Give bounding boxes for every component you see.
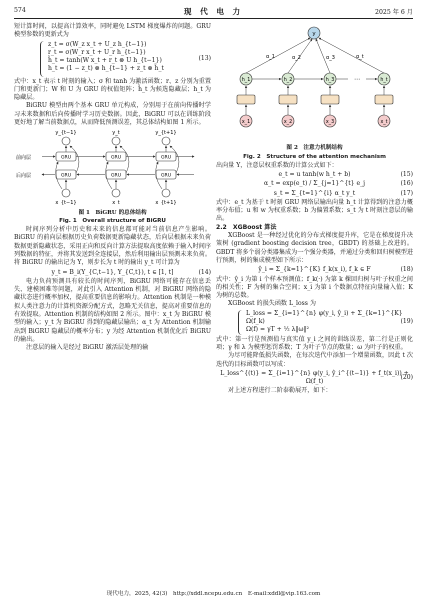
alpha-label: α_2 <box>292 55 301 61</box>
header-rule <box>14 18 413 19</box>
equation-number: (16) <box>400 180 413 188</box>
paragraph: 注意层的输入是经过 BiGRU 激活层处理的输 <box>26 344 149 352</box>
input-row <box>240 105 390 127</box>
output-label-prev: y_{t−1} <box>55 130 77 137</box>
equation-line: h̃_t = tanh(W x_t + r_t ⊗ U h_{t−1}) <box>48 57 162 65</box>
paragraph: 为尽可能降低损失函数，在每次迭代中添加一个增量函数，因此 t 次迭代的目标函数可以写成： <box>216 352 413 368</box>
gru-label: GRU <box>60 173 72 179</box>
paragraph: 对上述方程进行二阶泰勒展开，如下： <box>228 387 332 395</box>
equation-body: ŷ_i = Σ_{k=1}^{K} f_k(x_i), f_k ∈ F <box>258 266 371 274</box>
equation-19 <box>216 310 413 335</box>
equation-brace <box>40 41 47 77</box>
equation-number: (18) <box>400 266 413 274</box>
journal-title: 现 代 电 力 <box>183 7 244 16</box>
equation-13 <box>14 41 211 77</box>
figure-1-caption-cn: 图 1 BiGRU 的总体结构 <box>78 209 147 216</box>
paragraph: 短计算时间，以提高计算效率，同时避免 LSTM 梯度爆炸的问题。GRU 模型参数的更新式为 <box>14 23 211 39</box>
output-node <box>162 137 170 145</box>
forward-layer-label: 前向层 <box>16 155 32 162</box>
input-label: x_1 <box>241 120 251 125</box>
paragraph: 时间序列分析中历史和未来的信息都可能对当前信息产生影响。BiGRU 的前向层根据历史负荷数据更新隐藏状态，后向层根据未来负荷数据更新隐藏状态，采用正向和反向计算方法提取高度依赖于输入时间序列数据的特征，并将其发送到全连接层，然后利用输出层预测未来负荷。将 BiGRU 的输出记为 Y，则步长为 t 时的输出 y_t 可计算为 <box>14 226 211 267</box>
hidden-label: h_t <box>380 78 388 83</box>
equation-line: z_t = σ(W_z x_t + U_z h_{t−1}) <box>48 40 147 48</box>
equation-18 <box>216 266 413 274</box>
equation-line: L_loss = Σ_{i=1}^{n} φ(y_i, ŷ_i) + Σ_{k=1}^{K} Ω(f_k) <box>246 309 403 326</box>
figure-2-attention-diagram <box>216 23 413 141</box>
output-node <box>112 137 120 145</box>
paragraph: 式中：ŷ_i 为第 i 个样本预测值；f_k(·) 为第 k 棵回归树与叶子权重之间的相关性；F 为树的集合空间；x_i 为第 i 个数据点特征向量输入值；K 为树的总数。 <box>216 275 413 300</box>
paragraph: 式中：第一行是预测值与真实值 y_i 之间的训练误差，第二行是正则化项；γ 和 λ 为模型惩罚系数；T 为叶子节点的数量；ω 为叶子的权重。 <box>216 335 413 351</box>
input-label-prev: x_{t−1} <box>55 200 77 206</box>
input-label: x_3 <box>325 120 335 125</box>
paragraph: 式中：e_t 为基于 t 时刻 GRU 网络层输出向量 h_t 计算得到的注意力概率分布值；u 和 w 为权重系数；b 为偏置系数；s_t 为 t 时刻注意层的输出。 <box>216 198 413 223</box>
hidden-state-row <box>240 73 390 85</box>
output-node <box>62 137 70 145</box>
equation-16 <box>216 180 413 188</box>
equation-body: e_t = u tanh(w h_t + b) <box>278 171 351 178</box>
equation-number: (15) <box>400 170 413 178</box>
equation-body: α_t = exp(e_t) / Σ_{j=1}^{t} e_j <box>263 180 366 188</box>
paragraph: XGBoost 的损失函数 L_loss 为 <box>228 300 316 308</box>
left-column <box>14 23 211 353</box>
figure-2-caption-cn: 图 2 注意力机制结构 <box>286 145 343 152</box>
input-label-next: x_{t+1} <box>155 200 177 206</box>
paragraph: XGBoost 是一种经过优化的分布式梯度提升库，它是在梯度提升决策树 (gradient boosting decision tree，GBDT) 的基础上改进的。GBDT 将多个弱分类器集成为一个强分类器，并通过分类和回归树模型进行预测，树的集成模型如下所示： <box>216 232 413 264</box>
gru-label: GRU <box>160 155 172 161</box>
equation-body: y_t = B_i(Y_{C,t−1}, Y_{C,t}), t ∈ [1, t] <box>51 268 174 276</box>
equation-body: L_loss^{(t)} = Σ_{i=1}^{n} φ(y_i, ŷ_i^{(t−1)} + f_t(x_i)) + Ω(f_t) <box>220 369 409 386</box>
equation-17 <box>216 190 413 198</box>
equation-number: (20) <box>400 373 413 381</box>
hidden-label: h_1 <box>241 78 251 83</box>
page-footer: 现代电力，2025, 42(3) http://xddl.ncepu.edu.cn E-mail:xddl@vip.163.com <box>106 591 321 597</box>
forward-gru-row <box>42 152 194 161</box>
hidden-label: h_3 <box>325 78 335 83</box>
input-node <box>62 189 70 197</box>
gru-box <box>279 95 297 104</box>
input-node <box>112 189 120 197</box>
figure-2-caption-en: Fig. 2 Structure of the attention mechanism <box>243 153 386 160</box>
equation-number: (17) <box>400 189 413 197</box>
input-label: x_2 <box>283 120 293 125</box>
alpha-label: α_3 <box>326 55 335 61</box>
input-label: x_t <box>380 120 388 125</box>
ellipsis-icon: ⋯ <box>354 76 360 83</box>
backward-layer-label: 后向层 <box>16 173 32 180</box>
page-number: 574 <box>14 7 26 14</box>
section-heading: 2.2 XGBoost 算法 <box>216 223 277 231</box>
paragraph: 式中：x_t 表示 t 时刻的输入；σ 和 tanh 为激活函数；r、z 分别为重置门和更新门；W 和 U 为 GRU 的权值矩阵；h̃_t 为候选隐藏层；h_t 为隐藏层。 <box>14 77 211 102</box>
right-column <box>216 23 413 396</box>
equation-15 <box>216 171 413 179</box>
gru-layer <box>237 86 393 104</box>
input-label-t: x_t <box>112 200 120 206</box>
attention-output-label: y <box>312 31 316 37</box>
equation-body: s_t = Σ_{t=1}^{i} α_t y_t <box>273 189 356 197</box>
gru-label: GRU <box>110 173 122 179</box>
figure-1-bigru-diagram <box>14 127 211 205</box>
equation-line: r_t = σ(W_r x_t + U_r h_{t−1}) <box>48 48 146 56</box>
input-node <box>162 189 170 197</box>
gru-label: GRU <box>60 155 72 161</box>
equation-line: Ω(f) = γT + ½ λ‖ω‖² <box>246 326 309 334</box>
output-label-next: y_{t+1} <box>155 130 177 137</box>
equation-number: (14) <box>198 268 211 276</box>
gru-label: GRU <box>160 173 172 179</box>
equation-number: (13) <box>198 54 211 62</box>
paragraph: 电力负荷预测具有较长的时间序列，BiGRU 网络可能存在信息丢失、建模困难等问题，对此引入 Attention 机制，对 BiGRU 网络的隐藏状态进行概率加权，提高重要信息的影响力。Attention 机制是一种模拟人类注意力的计算机资源分配方式，忽略无关信息，提高对重要信息的有效提取。Attention 机制的结构如图 2 所示。图中：x_t 为 BiGRU 模型的输入；y_t 为 BiGRU 得到的隐藏层输出；α_t 为 Attention 机制输出到 BiGRU 隐藏层的概率分布；y 为经 Attention 机制优化后 BiGRU 的输出。 <box>14 277 211 343</box>
equation-line: h_t = (1 − z_t) ⊗ h_{t−1} + z_t ⊗ h̃_t <box>48 65 164 73</box>
gru-box <box>237 95 255 104</box>
gru-label: GRU <box>110 155 122 161</box>
hidden-label: h_2 <box>283 78 293 83</box>
equation-14 <box>14 269 211 277</box>
equation-20 <box>216 370 413 387</box>
issue-date: 2025 年 6 月 <box>375 9 413 16</box>
gru-box <box>321 95 339 104</box>
equation-number: (19) <box>400 318 413 326</box>
page-header <box>14 5 413 17</box>
figure-1-caption-en: Fig. 1 Overall structure of BiGRU <box>59 217 166 224</box>
paragraph: 出向量 Y，注意层权重系数的计算公式如下： <box>216 161 338 169</box>
alpha-label: α_t <box>356 54 364 60</box>
paragraph: BiGRU 模型由两个基本 GRU 单元构成，分别用于在前向传播时学习未来数据和后向传播时学习历史数据。因此，BiGRU 可以在训练阶段更好地了解当前数据点，从而降低预测误差，其总体结构如图 1 所示。 <box>14 102 211 127</box>
output-label-t: y_t <box>112 130 120 137</box>
equation-brace <box>238 310 245 335</box>
backward-gru-row <box>42 170 194 179</box>
gru-box <box>375 95 393 104</box>
alpha-label: α_1 <box>266 54 275 60</box>
